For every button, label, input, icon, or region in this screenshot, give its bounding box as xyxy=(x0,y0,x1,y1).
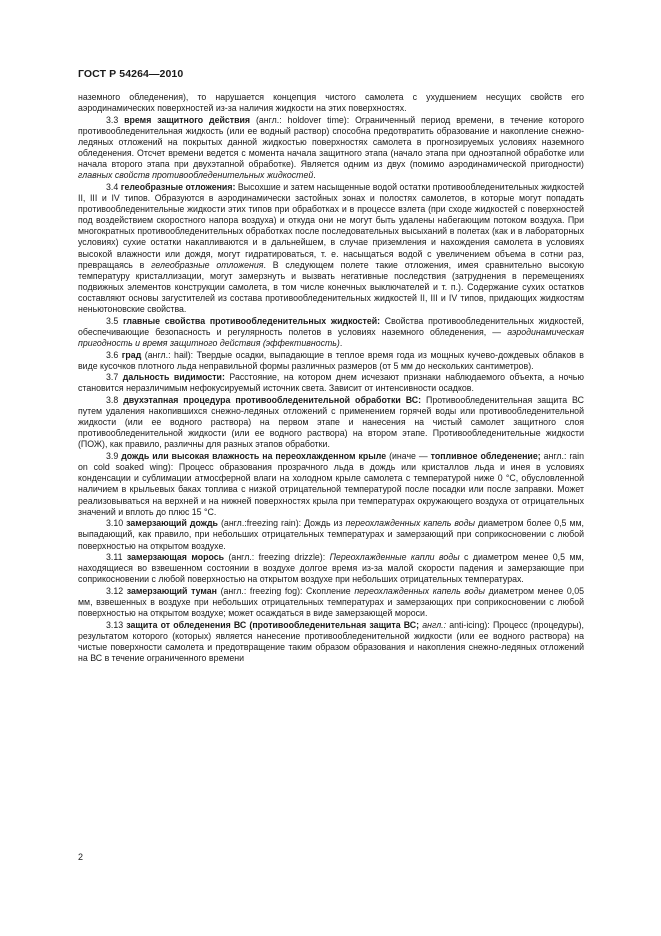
paragraph xyxy=(78,620,584,664)
text-run: (англ.: freezing drizzle): xyxy=(224,552,330,563)
text-run: (англ.: holdover time): Ограниченный период времени, в течение которого противообледенительная жидкость (или ее водный раствор) способна предотвратить образование и накопление снежно-ледяных отложений на покрытых данной жидкостью поверхностях самолета в прогнозируемых условиях наземного обледенения. Отсчет времени ведется с момента начала защитного этапа (начало этапа при одноэтапной обработке или начала второго этапа при двухэтапной обработке). Является одним из двух (помимо аэродинамической пригодности) xyxy=(78,114,584,170)
text-run: с диаметром менее 0,5 мм, находящиеся во взвешенном состоянии в воздухе долгое время из-за малой скорости падения и замерзающие при соприкосновении с любой поверхностью на открытом воздухе при небольших отрицательных температурах. xyxy=(78,552,584,585)
term-bold: топливное обледенение; xyxy=(430,451,541,462)
paragraph xyxy=(78,395,584,450)
text-run: . xyxy=(313,170,316,181)
term-bold: дальность видимости: xyxy=(122,372,225,383)
text-run: anti-icing): Процесс (процедуры), результатом которого (которых) является нанесение противообледенительной жидкости (или ее водного раствора) на чистые поверхности самолета и предотвращение таким образом образования и накопления снежно-ледяных отложений на ВС в течение ограниченного времени xyxy=(78,619,584,664)
text-run: 3.6 xyxy=(106,349,122,360)
text-run: наземного обледенения), то нарушается концепция чистого самолета с ухудшением несущих свойств его аэродинамических поверхностей из-за наличия жидкости на этих поверхностях. xyxy=(78,92,584,114)
term-italic: переохлажденных капель воды xyxy=(354,586,485,597)
text-run: 3.7 xyxy=(106,372,123,383)
term-bold: замерзающая морось xyxy=(126,552,225,563)
text-run: Противообледенительная защита ВС путем удаления накопившихся снежно-ледяных отложений с применением горячей воды или противообледенительной жидкости (или ее водного раствора) на первом этапе и нанесения на чистый самолет защитного слоя противообледенительной жидкости (или ее водного раствора) на втором этапе. Противообледенительные жидкости (ПОЖ), как правило, различны для разных этапов обработки. xyxy=(78,395,584,450)
text-run: Свойства противообледенительных жидкостей, обеспечивающие безопасность и регулярность полетов в условиях наземного обледенения, — xyxy=(78,315,584,337)
term-italic: главных свойств противообледенительных жидкостей xyxy=(78,170,314,181)
term-bold: град xyxy=(121,349,142,360)
term-italic: англ.: xyxy=(422,619,447,630)
paragraph xyxy=(78,316,584,349)
term-italic: аэродинамическая пригодность и время защитного действия (эффективность) xyxy=(78,326,584,348)
text-run: диаметром более 0,5 мм, выпадающий, как правило, при небольших отрицательных температурах и замерзающий при соприкосновении с любой поверхностью на открытом воздухе. xyxy=(78,518,584,551)
standard-header: ГОСТ Р 54264—2010 xyxy=(78,68,184,80)
term-bold: замерзающий туман xyxy=(126,586,217,597)
text-run: . xyxy=(339,337,343,348)
paragraph xyxy=(78,182,584,315)
text-run: диаметром менее 0,05 мм, взвешенных в воздухе при небольших отрицательных температурах и замерзающих при соприкосновении с любой поверхностью на открытом воздухе; может осаждаться в виде замерзающей мороси. xyxy=(78,586,584,619)
text-run: (англ.: freezing fog): Скопление xyxy=(216,586,355,597)
page-number: 2 xyxy=(78,852,84,862)
paragraph xyxy=(78,350,584,372)
paragraph xyxy=(78,92,584,114)
paragraph xyxy=(78,115,584,182)
term-italic: Переохлажденные капли воды xyxy=(329,552,460,563)
text-run: (англ.: hail): Твердые осадки, выпадающие в теплое время года из мощных кучево-дождевых облаков в виде кусочков плотного льда неправильной формы различных размеров (от 5 мм до нескольких сантиметров). xyxy=(78,349,584,371)
term-italic: гелеобразные отложения xyxy=(151,259,264,270)
text-run: (иначе — xyxy=(386,451,431,462)
paragraph xyxy=(78,586,584,619)
paragraph xyxy=(78,372,584,394)
text-run: 3.12 xyxy=(106,586,127,597)
term-italic: переохлажденных капель воды xyxy=(345,518,476,529)
term-bold: главные свойства противообледенительных жидкостей: xyxy=(122,315,381,326)
text-run: Расстояние, на котором днем исчезают признаки наблюдаемого объекта, а ночью становится неразличимым нефокусируемый источник света. Зависит от интенсивности осадков. xyxy=(78,372,584,394)
text-run: . В следующем полете такие отложения, имея сравнительно высокую температуру кристаллизации, могут замерзнуть и вызвать негативные последствия (затруднения в перемещениях подвижных элементов конструкции самолета, в том числе конечных выключателей и т. п.). Содержание сухих остатков составляют основы загустителей из состава противообледенительных жидкостей II, III и IV типов, придающих жидкостям неньютоновские свойства. xyxy=(78,259,584,314)
text-run: Высохшие и затем насыщенные водой остатки противообледенительных жидкостей II, III и IV типов. Образуются в аэродинамически застойных зонах и полостях самолетов, в которые могут попадать противообледенительные жидкости этих типов при обработках и в процессе взлета (при сходе жидкостей с поверхностей под воздействием скоростного напора воздуха) и откуда они не могут быть удалены набегающим потоком воздуха. При многократных противообледенительных обработках после последовательных высыханий в полетах (как и в лабораторных условиях) сухие остатки накапливаются и в дальнейшем, в случае приземления и нахождения самолета в условиях высокой влажности или дождя, могут гидратироваться, т. е. насыщаться водой с увеличением объема в сотни раз, превращаясь в xyxy=(78,181,584,270)
text-run: 3.5 xyxy=(106,315,123,326)
text-run: 3.8 xyxy=(106,395,124,406)
paragraph xyxy=(78,552,584,585)
text-run: 3.4 xyxy=(106,181,121,192)
term-bold: защита от обледенения ВС (противообледенительная защита ВС; xyxy=(126,619,420,630)
text-run: 3.11 xyxy=(106,552,127,563)
text-run: 3.9 xyxy=(106,451,122,462)
term-bold: замерзающий дождь xyxy=(126,518,218,529)
text-run: англ.: rain on cold soaked wing): Процесс образования прозрачного льда в дождь или кристаллов льда и инея в условиях конденсации и сублимации атмосферной влаги на холодном крыле самолета с температурой ниже 0 °С, обусловленной наличием в крыльевых баках топлива с низкой отрицательной температурой после посадки или после заправки. Может реализовываться на верхней и на нижней поверхностях крыла при температурах окружающего воздуха от отрицательных значений и вплоть до плюс 15 °С. xyxy=(78,451,585,517)
paragraph xyxy=(78,451,584,518)
text-run: 3.13 xyxy=(106,619,127,630)
term-bold: двухэтапная процедура противообледенительной обработки ВС: xyxy=(123,395,422,406)
term-bold: дождь или высокая влажность на переохлажденном крыле xyxy=(121,451,387,462)
term-bold: гелеобразные отложения: xyxy=(120,181,236,192)
text-run: 3.10 xyxy=(106,518,127,529)
text-run: 3.3 xyxy=(106,114,125,125)
paragraph xyxy=(78,518,584,551)
document-body xyxy=(78,92,584,665)
term-bold: время защитного действия xyxy=(124,114,251,125)
text-run: (англ.:freezing rain): Дождь из xyxy=(217,518,346,529)
